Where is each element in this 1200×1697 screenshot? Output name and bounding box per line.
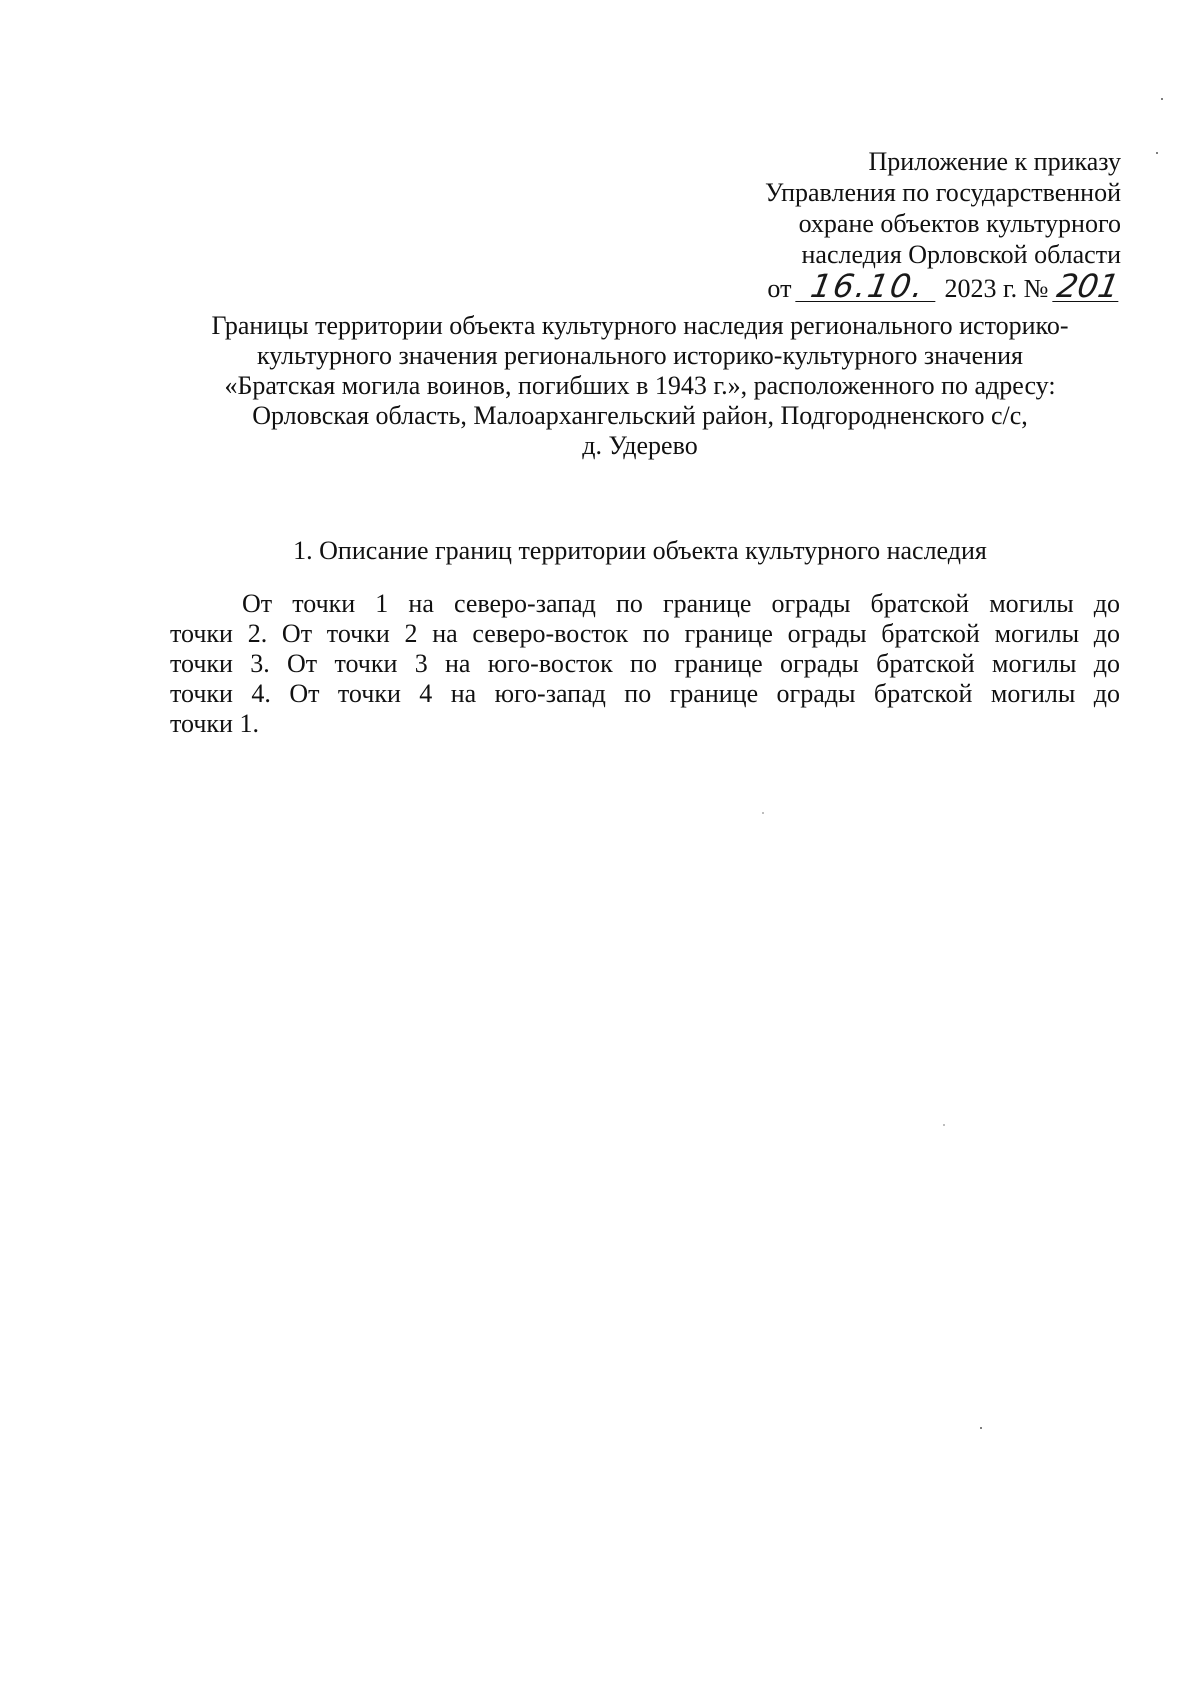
scan-speck <box>762 812 764 814</box>
body-line-3: точки 3. От точки 3 на юго-восток по границе ограды братской могилы до <box>170 649 1120 678</box>
title-line-1: Границы территории объекта культурного наследия регионального историко- <box>211 311 1069 340</box>
appendix-block <box>601 146 1121 304</box>
title-line-5: д. Удерево <box>582 431 698 460</box>
title-line-2: культурного значения регионального историко-культурного значения <box>257 341 1023 370</box>
scan-speck <box>943 1124 945 1126</box>
section-heading: 1. Описание границ территории объекта культурного наследия <box>293 536 987 565</box>
title-line-4: Орловская область, Малоархангельский район, Подгородненского с/с, <box>252 401 1028 430</box>
title-line-3: «Братская могила воинов, погибших в 1943 г.», расположенного по адресу: <box>224 371 1056 400</box>
body-line-4: точки 4. От точки 4 на юго-запад по границе ограды братской могилы до <box>170 679 1120 708</box>
boundary-description <box>170 589 1120 739</box>
document-title <box>160 311 1120 461</box>
handwritten-order-number: 201 <box>1054 267 1122 305</box>
year-and-number-label: 2023 г. № <box>944 274 1049 303</box>
body-line-1: От точки 1 на северо-запад по границе ограды братской могилы до <box>242 589 1120 618</box>
scan-speck <box>1156 152 1158 154</box>
scan-speck <box>980 1427 982 1429</box>
appendix-line-2: Управления по государственной <box>764 178 1121 207</box>
appendix-line-4: наследия Орловской области <box>801 240 1121 269</box>
appendix-line-1: Приложение к приказу <box>868 147 1121 176</box>
body-line-2: точки 2. От точки 2 на северо-восток по границе ограды братской могилы до <box>170 619 1120 648</box>
appendix-line-3: охране объектов культурного <box>798 209 1121 238</box>
date-prefix: от <box>767 274 792 303</box>
body-line-5: точки 1. <box>170 709 259 738</box>
order-date-line <box>601 267 1122 305</box>
handwritten-date: 16.10. <box>795 271 940 302</box>
scan-speck <box>1161 98 1163 100</box>
